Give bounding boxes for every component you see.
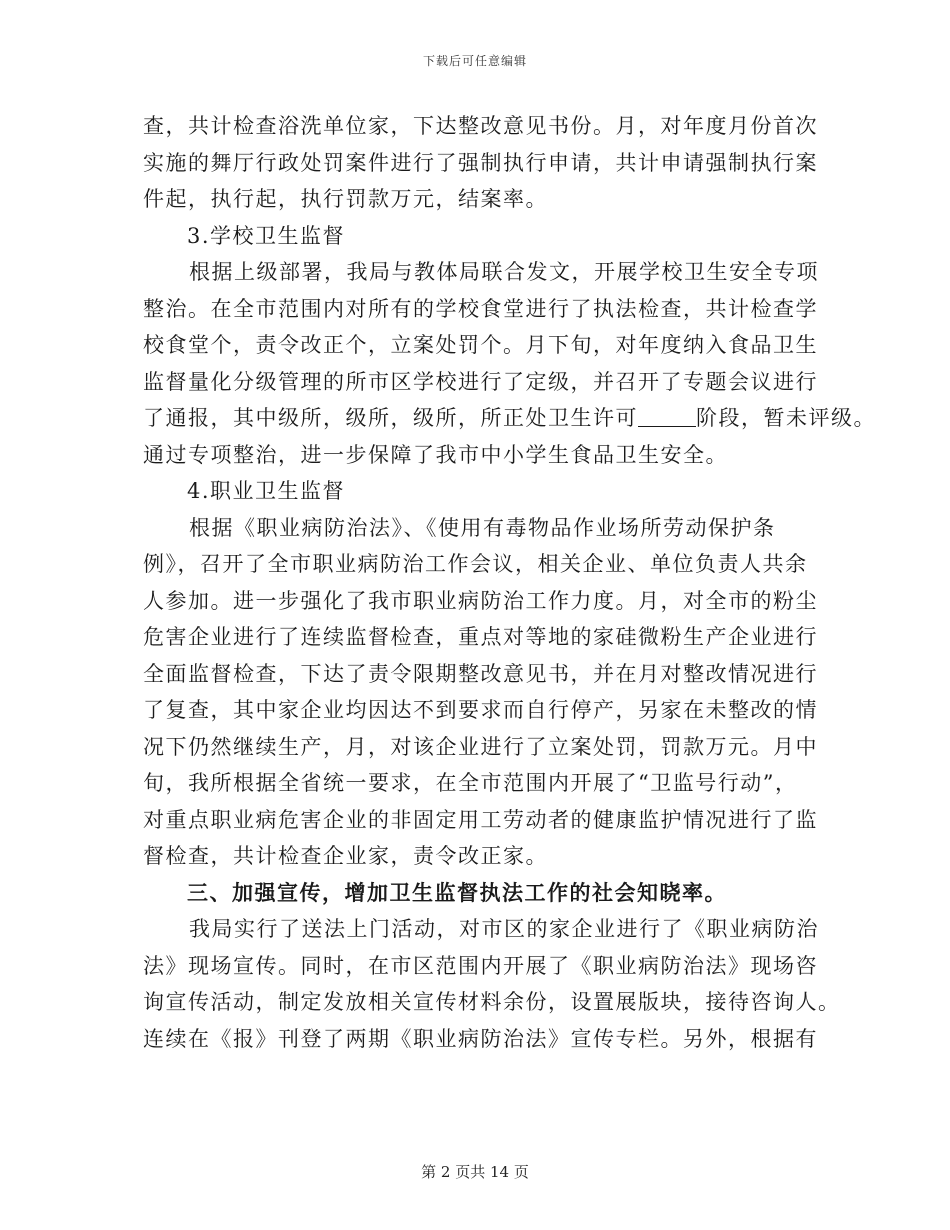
section-heading-occupational-hygiene: 4.职业卫生监督	[187, 479, 346, 503]
paragraph-line-with-blank	[143, 400, 876, 437]
paragraph-line: 询宣传活动，制定发放相关宣传材料余份，设置展版块，接待咨询人。	[143, 990, 841, 1014]
section-heading-publicity: 三、加强宣传，增加卫生监督执法工作的社会知晓率。	[187, 879, 727, 905]
document-body	[143, 108, 876, 1057]
paragraph-line: 对重点职业病危害企业的非固定用工劳动者的健康监护情况进行了监	[143, 807, 818, 832]
paragraph-line: 了复查，其中家企业均因达不到要求而自行停产，另家在未整改的情	[143, 698, 818, 722]
paragraph-line: 督检查，共计检查企业家，责令改正家。	[143, 844, 548, 868]
paragraph-line: 连续在《报》刊登了两期《职业病防治法》宣传专栏。另外，根据有	[143, 1026, 818, 1051]
paragraph-line: 危害企业进行了连续监督检查，重点对等地的家硅微粉生产企业进行	[143, 625, 818, 649]
paragraph-line: 查，共计检查浴洗单位家，下达整改意见书份。月，对年度月份首次	[143, 114, 818, 138]
page-header: 下载后可任意编辑	[422, 54, 527, 68]
paragraph-line: 件起，执行起，执行罚款万元，结案率。	[143, 187, 548, 211]
paragraph-line: 通过专项整治，进一步保障了我市中小学生食品卫生安全。	[143, 442, 728, 467]
section-heading-school-hygiene: 3.学校卫生监督	[187, 223, 346, 248]
paragraph-line: 监督量化分级管理的所市区学校进行了定级，并召开了专题会议进行	[143, 369, 818, 394]
paragraph-line: 实施的舞厅行政处罚案件进行了强制执行申请，共计申请强制执行案	[143, 150, 818, 175]
paragraph-line: 校食堂个，责令改正个，立案处罚个。月下旬，对年度纳入食品卫生	[143, 333, 818, 357]
paragraph-line: 根据上级部署，我局与教体局联合发文，开展学校卫生安全专项	[189, 260, 819, 284]
paragraph-line: 全面监督检查，下达了责令限期整改意见书，并在月对整改情况进行	[143, 661, 818, 686]
paragraph-line: 况下仍然继续生产，月，对该企业进行了立案处罚，罚款万元。月中	[143, 734, 818, 759]
blank-underline	[638, 404, 696, 427]
paragraph-line: 旬，我所根据全省统一要求，在全市范围内开展了“卫监号行动”，	[143, 771, 798, 795]
page-footer-page-number: 第 2 页共 14 页	[421, 1163, 529, 1181]
paragraph-line: 例》，召开了全市职业病防治工作会议，相关企业、单位负责人共余	[143, 552, 808, 576]
line-text-before-blank: 了通报，其中级所，级所，级所，所正处卫生许可	[143, 406, 638, 430]
paragraph-line: 法》现场宣传。同时，在市区范围内开展了《职业病防治法》现场咨	[143, 953, 818, 978]
paragraph-line: 根据《职业病防治法》、《使用有毒物品作业场所劳动保护条	[189, 515, 776, 540]
paragraph-line: 我局实行了送法上门活动，对市区的家企业进行了《职业病防治	[189, 917, 819, 941]
paragraph-line: 人参加。进一步强化了我市职业病防治工作力度。月，对全市的粉尘	[143, 588, 818, 613]
line-text-after-blank: 阶段，暂未评级。	[696, 406, 876, 430]
paragraph-line: 整治。在全市范围内对所有的学校食堂进行了执法检查，共计检查学	[143, 296, 818, 321]
